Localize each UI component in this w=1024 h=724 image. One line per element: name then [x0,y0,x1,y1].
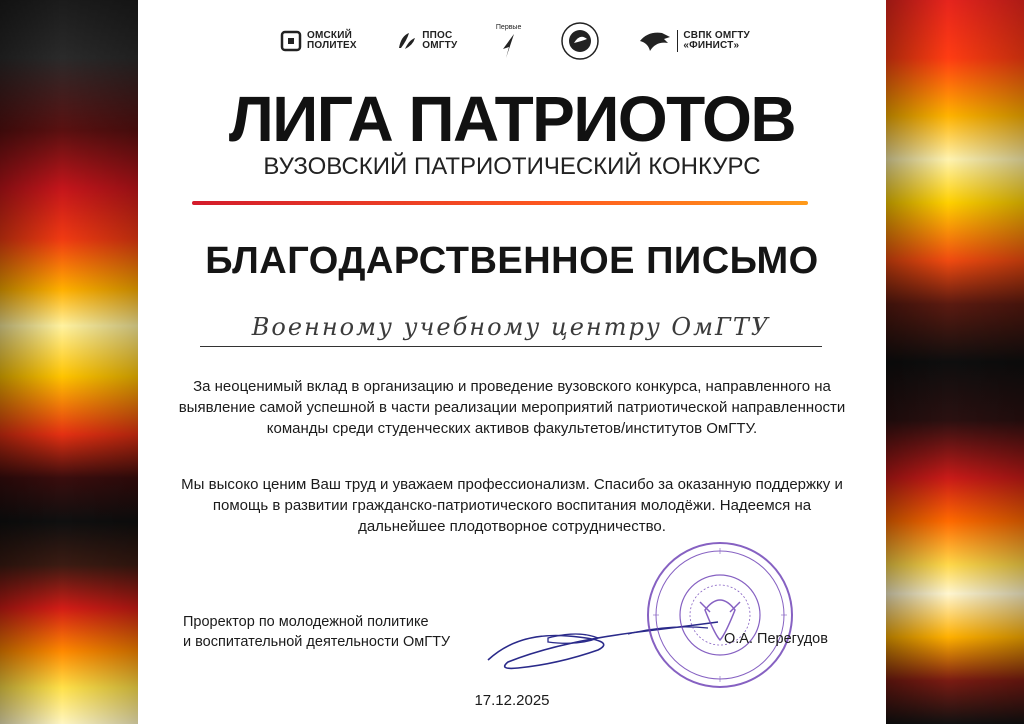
omsk-politech-logo-text: ОМСКИЙ ПОЛИТЕХ [307,30,357,51]
logo-divider [677,30,678,52]
page-subtitle: ВУЗОВСКИЙ ПАТРИОТИЧЕСКИЙ КОНКУРС [263,153,761,180]
gratitude-paragraph-1: За неоценимый вклад в организацию и проведение вузовского конкурса, направленного на выявление самой успешной в части реализации мероприятий патриотической направленности команды среди студенческих активов факультетов/институтов ОмГТУ. [178,378,846,437]
volunteers-victory-logo [560,21,600,61]
recipient-name: Военному учебному центру ОмГТУ [251,313,771,341]
recipient-underline [200,346,822,347]
svpk-finist-logo [638,29,750,53]
decorative-right-band [886,0,1024,724]
document-date: 17.12.2025 [474,692,550,709]
pervye-logo-text: Первые [495,23,522,31]
gratitude-paragraph-2: Мы высоко ценим Ваш труд и уважаем профессионализм. Спасибо за оказанную поддержку и помощь в развитии гражданско-патриотического воспитания молодёжи. Надеемся на дальнейшее плодотворное сотрудничество. [181,476,843,535]
finist-eagle-logo-icon [638,29,672,53]
accent-divider [192,201,808,205]
volunteers-victory-logo-icon [560,21,600,61]
signatory-name: О.А. Перегудов [724,631,828,647]
seal-stamp-image [645,540,795,690]
svpk-logo-text: СВПК ОМГТУ «ФИНИСТ» [683,30,750,51]
page-title: ЛИГА ПАТРИОТОВ [228,83,796,155]
omsk-politech-logo [280,30,357,52]
ppos-logo [395,30,457,52]
omsk-politech-logo-icon [280,30,302,52]
document-type-heading: БЛАГОДАРСТВЕННОЕ ПИСЬМО [205,240,819,282]
ppos-logo-text: ППОС ОМГТУ [422,30,458,51]
partner-logos [280,16,750,66]
signatory-position: Проректор по молодежной политике и воспитательной деятельности ОмГТУ [183,614,451,650]
ppos-logo-icon [395,30,417,52]
pervye-logo [496,24,521,59]
pervye-logo-icon [498,33,520,59]
decorative-left-band [0,0,138,724]
